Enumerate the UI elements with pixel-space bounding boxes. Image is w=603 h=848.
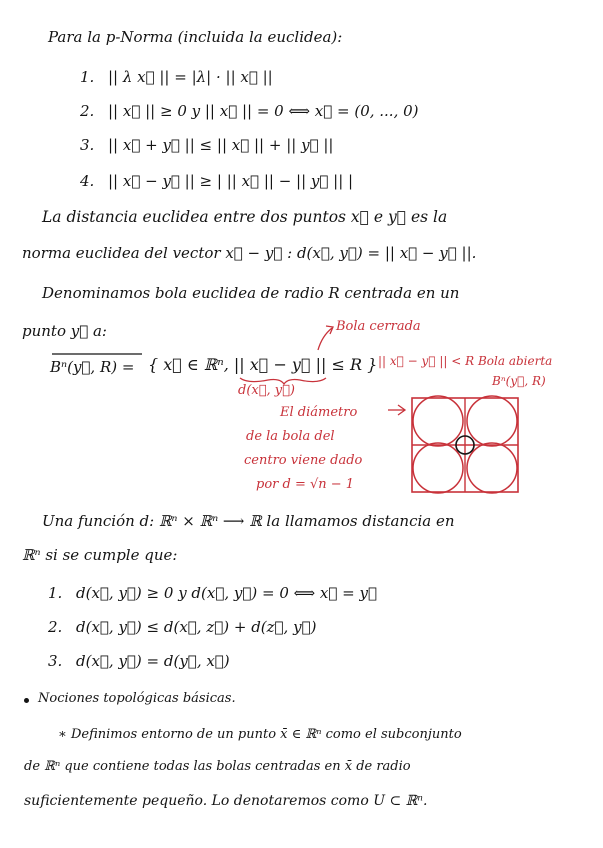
underbrace xyxy=(240,378,326,384)
norm-property-number: 4. xyxy=(80,172,95,190)
norm-property-text: || x⃗ − y⃗ || ≥ | || x⃗ || − || y⃗ || | xyxy=(108,172,354,190)
norm-property-text: || x⃗ || ≥ 0 y || x⃗ || = 0 ⟺ x⃗ = (0, ..., 0) xyxy=(108,102,419,120)
topology-line2: de ℝⁿ que contiene todas las bolas centradas en x̄ de radio xyxy=(24,759,411,774)
norm-property-text: || λ x⃗ || = |λ| · || x⃗ || xyxy=(108,68,273,86)
ball-formula-set: { x⃗ ∈ ℝⁿ, || x⃗ − y⃗ || ≤ R } xyxy=(148,355,378,374)
function-para-line2: ℝⁿ si se cumple que: xyxy=(22,546,178,564)
norm-property-number: 2. xyxy=(80,102,95,120)
ball-para-line1: Denominamos bola euclidea de radio R centrada en un xyxy=(42,284,460,302)
diameter-annotation-line4: por d = √n − 1 xyxy=(256,477,355,492)
diameter-annotation-line1: El diámetro xyxy=(280,405,358,420)
distance-property-number: 3. xyxy=(48,652,63,670)
closed-ball-arrow xyxy=(318,328,332,350)
norm-property-number: 1. xyxy=(80,68,95,86)
ball-formula-lhs: Bⁿ(y⃗, R) = xyxy=(50,358,135,376)
distance-property-number: 1. xyxy=(48,584,63,602)
distance-para-line1: La distancia euclidea entre dos puntos x⃗ e y⃗ es la xyxy=(42,208,448,226)
diameter-annotation-line3: centro viene dado xyxy=(244,453,363,468)
topology-line1: ∗ Definimos entorno de un punto x̄ ∈ ℝⁿ como el subconjunto xyxy=(58,727,462,742)
ball-formula-under-label: d(x⃗, y⃗) xyxy=(238,383,296,398)
norm-property-text: || x⃗ + y⃗ || ≤ || x⃗ || + || y⃗ || xyxy=(108,136,334,154)
topology-line3: suficientemente pequeño. Lo denotaremos como U ⊂ ℝⁿ. xyxy=(24,793,428,809)
topology-bullet-title: Nociones topológicas básicas. xyxy=(38,691,236,706)
diameter-annotation-line2: de la bola del xyxy=(246,429,335,444)
distance-para-line2: norma euclidea del vector x⃗ − y⃗ : d(x⃗, y⃗) = || x⃗ − y⃗ ||. xyxy=(22,244,477,262)
closed-ball-annotation: Bola cerrada xyxy=(336,319,421,334)
header-text: Para la p-Norma (incluida la euclidea): xyxy=(48,28,343,46)
open-ball-symbol: Bⁿ(y⃗, R) xyxy=(492,374,546,388)
distance-property-text: d(x⃗, y⃗) = d(y⃗, x⃗) xyxy=(76,652,230,670)
open-ball-annotation: || x⃗ − y⃗ || < R Bola abierta xyxy=(378,354,553,368)
norm-property-number: 3. xyxy=(80,136,95,154)
distance-property-text: d(x⃗, y⃗) ≥ 0 y d(x⃗, y⃗) = 0 ⟺ x⃗ = y⃗ xyxy=(76,584,377,602)
ball-diagram xyxy=(412,396,518,493)
distance-property-text: d(x⃗, y⃗) ≤ d(x⃗, z⃗) + d(z⃗, y⃗) xyxy=(76,618,317,636)
distance-property-number: 2. xyxy=(48,618,63,636)
function-para-line1: Una función d: ℝⁿ × ℝⁿ ⟶ ℝ la llamamos distancia en xyxy=(42,512,455,530)
ball-para-line2: punto y⃗ a: xyxy=(22,322,107,340)
